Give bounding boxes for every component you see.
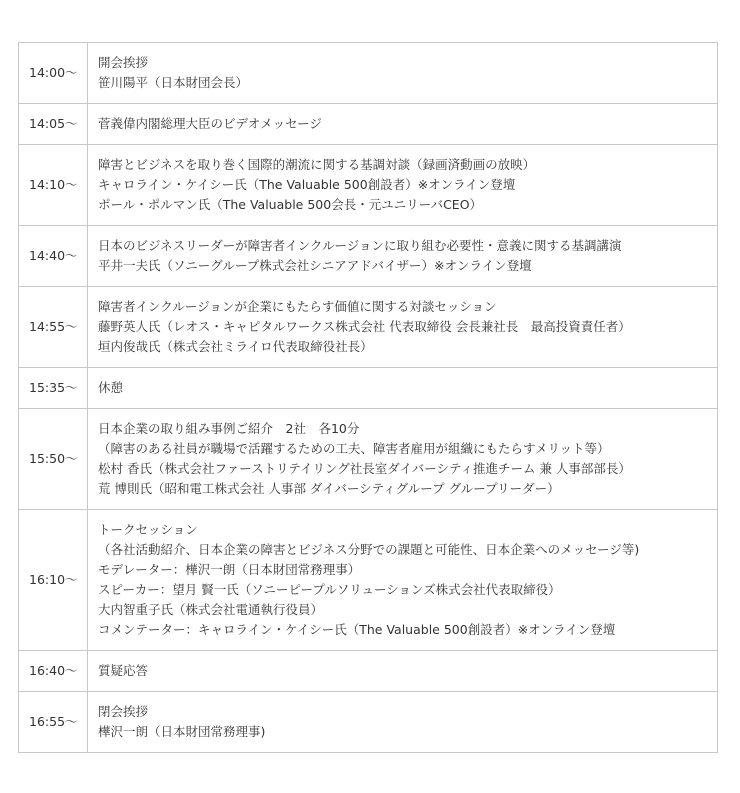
content-line: 質疑応答 xyxy=(98,663,149,678)
content-line: 藤野英人氏（レオス・キャピタルワークス株式会社 代表取締役 会長兼社長 最高投資責任者） xyxy=(98,319,631,334)
schedule-row xyxy=(19,43,718,104)
content-line: ポール・ポルマン氏（The Valuable 500会長・元ユニリーバCEO） xyxy=(98,197,483,212)
content-line: 菅義偉内閣総理大臣のビデオメッセージ xyxy=(98,116,322,131)
content-line: 松村 香氏（株式会社ファーストリテイリング社長室ダイバーシティ推進チーム 兼 人事部部長） xyxy=(98,461,631,476)
content-line: 日本のビジネスリーダーが障害者インクルージョンに取り組む必要性・意義に関する基調講演 xyxy=(98,238,622,253)
content-line: トークセッション xyxy=(98,522,198,537)
time-cell: 15:35〜 xyxy=(19,368,88,409)
schedule-row xyxy=(19,409,718,510)
schedule-row xyxy=(19,287,718,368)
schedule-body xyxy=(19,43,718,753)
content-line: モデレーター：樺沢一朗（日本財団常務理事） xyxy=(98,562,361,577)
content-cell xyxy=(88,510,718,651)
time-cell: 16:55〜 xyxy=(19,692,88,753)
program-schedule xyxy=(18,42,718,753)
time-cell: 14:55〜 xyxy=(19,287,88,368)
content-line: コメンテーター：キャロライン・ケイシー氏（The Valuable 500創設者）※オンライン登壇 xyxy=(98,622,616,637)
content-line: 閉会挨拶 xyxy=(98,704,149,719)
schedule-row xyxy=(19,510,718,651)
content-cell xyxy=(88,409,718,510)
time-cell: 16:40〜 xyxy=(19,651,88,692)
content-line: （各社活動紹介、日本企業の障害とビジネス分野での課題と可能性、日本企業へのメッセージ等) xyxy=(98,542,640,557)
schedule-row xyxy=(19,145,718,226)
time-cell: 16:10〜 xyxy=(19,510,88,651)
time-cell: 14:40〜 xyxy=(19,226,88,287)
content-cell xyxy=(88,692,718,753)
content-line: 大内智重子氏（株式会社電通執行役員） xyxy=(98,602,324,617)
content-cell xyxy=(88,104,718,145)
content-line: 障害とビジネスを取り巻く国際的潮流に関する基調対談（録画済動画の放映） xyxy=(98,157,536,172)
content-line: 樺沢一朗（日本財団常務理事) xyxy=(98,724,266,739)
content-cell xyxy=(88,43,718,104)
content-cell xyxy=(88,226,718,287)
content-line: 笹川陽平（日本財団会長） xyxy=(98,75,249,90)
content-line: 障害者インクルージョンが企業にもたらす価値に関する対談セッション xyxy=(98,299,497,314)
content-line: 荒 博則氏（昭和電工株式会社 人事部 ダイバーシティグループ グループリーダー） xyxy=(98,481,560,496)
schedule-row xyxy=(19,368,718,409)
content-line: 垣内俊哉氏（株式会社ミライロ代表取締役社長） xyxy=(98,339,373,354)
schedule-row xyxy=(19,226,718,287)
time-cell: 14:05〜 xyxy=(19,104,88,145)
time-cell: 14:00〜 xyxy=(19,43,88,104)
schedule-table xyxy=(18,42,718,753)
time-cell: 15:50〜 xyxy=(19,409,88,510)
content-cell xyxy=(88,368,718,409)
content-line: 休憩 xyxy=(98,380,124,395)
content-line: スピーカー：望月 賢一氏（ソニーピープルソリューションズ株式会社代表取締役） xyxy=(98,582,561,597)
content-cell xyxy=(88,651,718,692)
content-line: 平井一夫氏（ソニーグループ株式会社シニアアドバイザー）※オンライン登壇 xyxy=(98,258,532,273)
content-line: 開会挨拶 xyxy=(98,55,149,70)
schedule-row xyxy=(19,692,718,753)
content-line: キャロライン・ケイシー氏（The Valuable 500創設者）※オンライン登壇 xyxy=(98,177,516,192)
content-line: 日本企業の取り組み事例ご紹介 2社 各10分 xyxy=(98,421,360,436)
content-cell xyxy=(88,287,718,368)
content-cell xyxy=(88,145,718,226)
time-cell: 14:10〜 xyxy=(19,145,88,226)
schedule-row xyxy=(19,104,718,145)
content-line: （障害のある社員が職場で活躍するための工夫、障害者雇用が組織にもたらすメリット等） xyxy=(98,441,610,456)
schedule-row xyxy=(19,651,718,692)
